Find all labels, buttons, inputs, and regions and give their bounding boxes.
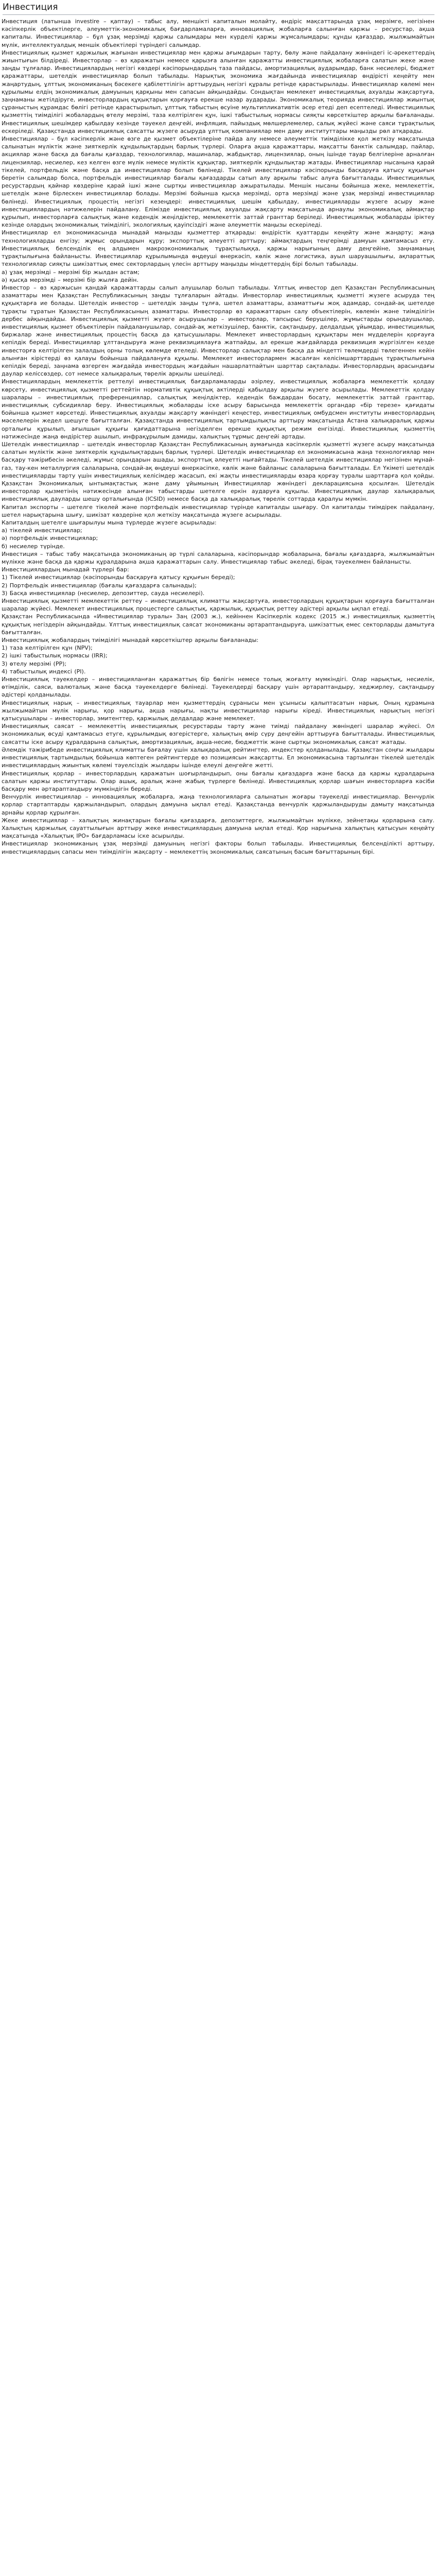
paragraph: Венчурлік инвестициялар – инновациялық жобаларға, жаңа технологияларға салынатын жоғары тәуекелді инвестициялар. Венчурлік қорлар стартаптарды қаржыландырып, олардың дамуына ықпал етеді. Қазақстанда венчурлік қаржыландыруды дамыту мақсатында арнайы қорлар құрылған. <box>2 793 434 816</box>
paragraph: Инвестициялық қызмет қаржылық жағынан инвестициялар мен қаржы ағымдарын тарту, бөлу және пайдалану жөніндегі іс-әрекеттердің жиынтығын білдіреді. Инвесторлар – өз қаражатын немесе қарызға алынған қаражатты инвестициялық жобаларға салатын жеке және заңды тұлғалар. Инвестициялардың негізгі көздері кәсіпорындардың таза пайдасы, амортизациялық аударымдар, банк несиелері, бюджет қаражаттары, шетелдік инвестициялар болып табылады. Нарықтық экономика жағдайында инвестициялар өндірісті кеңейту мен жаңартудың, ұлттық экономиканың бәсекеге қабілеттілігін арттырудың негізгі құралы ретінде қарастырылады. Инвестициялар көлемі мен құрылымы елдің экономикалық дамуының қарқыны мен сапасын айқындайды. Сондықтан мемлекет инвестициялық ахуалды жақсартуға, заңнаманы жетілдіруге, инвесторлардың құқықтарын қорғауға ерекше назар аударады. Экономикалық теорияда инвестициялар жиынтық сұраныстың құрамдас бөлігі ретінде қарастырылып, ұлттық табыстың өсуіне мультипликативтік әсер етеді деп есептеледі. Инвестициялық қызметтің тиімділігі жобалардың өтелу мерзімі, таза келтірілген құн, ішкі табыстылық нормасы сияқты көрсеткіштер арқылы бағаланады. Инвестициялық шешімдер қабылдау кезінде тәуекел деңгейі, инфляция, пайыздық мөлшерлемелер, салық жүйесі және саяси тұрақтылық ескеріледі. Қазақстанда инвестициялық саясатты жүзеге асыруда ұлттық компаниялар мен даму институттары маңызды рөл атқарады. <box>2 49 434 134</box>
paragraph: Инвестор – өз қаржысын қандай қаражаттарды салып алушылар болып табылады. Ұлттық инвестор деп Қазақстан Республикасының азаматтары мен Қазақстан Республикасының заңды тұлғаларын айтады. Инвесторлар инвестициялық қызметті жүзеге асыруда тең құқықтарға ие болады. Шетелдік инвестор – шетелдік заңды тұлға, шетел азаматтары, азаматтығы жоқ адамдар, сондай-ақ шетелде тұрақты тұратын Қазақстан Республикасының азаматтары. Инвесторлар өз қаражаттарын салу объектілерін, көлемін және тиімділігін дербес айқындайды. Инвестициялық қызметті жүзеге асырушылар – инвесторлар, тапсырыс берушілер, жұмыстарды орындаушылар, инвестициялық қызмет объектілерін пайдаланушылар, сондай-ақ жеткізушілер, банктік, сақтандыру, делдалдық ұйымдар, инвестициялық биржалар және инвестициялық процестің басқа да қатысушылары. Мемлекет инвесторлардың құқықтары мен мүдделерін қорғауға кепілдік береді. Инвестициялар ұлттандыруға және реквизициялауға жатпайды, ал ерекше жағдайларда реквизиция жүргізілген кезде инвесторға келтірілген залалдың орны толық көлемде өтеледі. Инвесторлар салықтар мен басқа да міндетті төлемдерді төлегеннен кейін алынған кірістерді өз қалауы бойынша пайдалануға құқылы. Мемлекет инвесторлармен жасалған келісімшарттардың тұрақтылығына кепілдік береді, заңнама өзгерген жағдайда инвестордың жағдайын нашарлатпайтын шарттар сақталады. Инвесторлардың арасындағы даулар келіссөздер, сот немесе халықаралық төрелік арқылы шешіледі. <box>2 284 434 378</box>
paragraph: б) несиелер түрінде. <box>2 543 65 550</box>
paragraph: 4) табыстылық индексі (PI). <box>2 668 86 675</box>
page-title: Инвестиция <box>3 2 434 15</box>
paragraph: 3) өтелу мерзімі (PP); <box>2 660 67 667</box>
paragraph: Инвестициялық тәуекелдер – инвестицияланған қаражаттың бір бөлігін немесе толық жоғалту мүмкіндігі. Олар нарықтық, несиелік, өтімділік, саяси, валюталық және басқа тәуекелдерге бөлінеді. Тәуекелдерді басқару үшін әртараптандыру, хеджирлеу, сақтандыру әдістері қолданылады. <box>2 676 434 699</box>
paragraph: Инвестициялық саясат – мемлекеттің инвестициялық ресурстарды тарту және тиімді пайдалану жөніндегі шаралар жүйесі. Ол экономикалық өсуді қамтамасыз етуге, құрылымдық өзгерістерге, халықтың өмір сүру деңгейін арттыруға бағытталады. Инвестициялық саясатты іске асыру құралдарына салықтық, амортизациялық, ақша-несие, бюджеттік және сыртқы экономикалық саясат жатады. <box>2 723 434 745</box>
paragraph: а) ұзақ мерзімді – мерзімі бір жылдан астам; <box>2 268 139 276</box>
paragraph: 1) таза келтірілген құн (NPV); <box>2 645 93 652</box>
paragraph: Инвестиция (латынша investire – қаптау) – табыс алу, меншікті капиталын молайту, өндіріс мақсаттарында ұзақ мерзімге, негізінен кәсіпкерлік объектілерге, әлеуметтік-экономикалық бағдарламаларға, инновациялық жобаларға салынған қаржы – ресурстар, ақша капиталы. Инвестициялар – бұл ұзақ мерзімді қаржы салымдары мен күрделі қаржы жұмсалымдары; құнды қағаздар, жылжымайтын мүлік, интеллектуалдық меншік объектілері түріндегі салымдар. <box>2 18 434 48</box>
paragraph: Инвестициялар – бұл кәсіпкерлік және өзге де қызмет объектілеріне пайда алу немесе әлеуметтік тиімділікке қол жеткізу мақсатында салынатын мүліктік және зияткерлік құндылықтардың барлық түрлері. Оларға ақша қаражаттары, мақсатты банктік салымдар, пайлар, акциялар және басқа да бағалы қағаздар, технологиялар, машиналар, жабдықтар, лицензиялар, оның ішінде тауар белгілеріне арналған лицензиялар, несиелер, кез келген өзге мүлік немесе мүліктік құқықтар, зияткерлік құндылықтар жатады. Инвестициялар нысанына қарай тікелей, портфельдік және басқа да инвестициялар болып бөлінеді. Тікелей инвестициялар кәсіпорынды басқаруға қатысу құқығын беретін салымдар болса, портфельдік инвестициялар бағалы қағаздарды сатып алу арқылы табыс алуға бағытталады. Инвестициялық ресурстардың қайнар көздеріне қарай ішкі және сыртқы инвестициялар ажыратылады. Меншік нысаны бойынша жеке, мемлекеттік, шетелдік және бірлескен инвестициялар болады. Мерзімі бойынша қысқа мерзімді, орта мерзімді және ұзақ мерзімді инвестициялар бөлінеді. Инвестициялық процестің негізгі кезеңдері: инвестициялық шешім қабылдау, инвестицияларды жүзеге асыру және инвестициялардың нәтижелерін пайдалану. Елімізде инвестициялық ахуалды жақсарту мақсатында арнаулы экономикалық аймақтар құрылып, инвесторларға салықтық және кедендік жеңілдіктер, мемлекеттік заттай гранттар беріледі. Инвестициялық жобаларды іріктеу кезінде олардың экономикалық тиімділігі, экологиялық қауіпсіздігі және әлеуметтік маңызы ескеріледі. <box>2 135 434 229</box>
paragraph: Инвестициялардың мемлекеттік реттелуі инвестициялық бағдарламаларды әзірлеу, инвестициялық жобаларға мемлекеттік қолдау көрсету, инвестициялық қызметті реттейтін нормативтік құқықтық актілерді қабылдау арқылы жүзеге асырылады. Мемлекеттік қолдау шаралары – инвестициялық преференциялар, салықтық жеңілдіктер, кедендік баждардан босату, мемлекеттік заттай гранттар, инвестициялық субсидиялар беру. Инвестициялық жобаларды іске асыру барысында мемлекеттік органдар «бір терезе» қағидаты бойынша қызмет көрсетеді. Инвестициялық ахуалды жақсарту жөніндегі кеңестер, инвестициялық омбудсмен институты инвесторлардың мәселелерін жедел шешуге бағытталған. Қазақстанда инвестициялық тартымдылықты арттыру мақсатында Астана халықаралық қаржы орталығы құрылып, ағылшын құқығы қағидаттарына негізделген ерекше құқықтық режим енгізілді. Инвестициялық қызметтің нәтижесінде жаңа өндірістер ашылып, инфрақұрылым дамиды, халықтың тұрмыс деңгейі артады. <box>2 378 434 440</box>
paragraph: 2) Портфельдік инвестициялар (бағалы қағаздарға салынады); <box>2 582 197 589</box>
paragraph: Капитал экспорты – шетелге тікелей және портфельдік инвестициялар түрінде капиталды шығару. Ол капиталды тиімдірек пайдалану, шетел нарықтарына шығу, шикізат көздеріне қол жеткізу мақсатында жүзеге асырылады. <box>2 503 434 518</box>
paragraph: 1) Тікелей инвестициялар (кәсіпорынды басқаруға қатысу құқығын береді); <box>2 574 235 581</box>
paragraph: 3) Басқа инвестициялар (несиелер, депозиттер, сауда несиелері). <box>2 589 205 597</box>
paragraph: Инвестициялық нарық – инвестициялық тауарлар мен қызметтердің сұранысы мен ұсынысы қалыптасатын нарық. Оның құрамына жылжымайтын мүлік нарығы, қор нарығы, ақша нарығы, нақты инвестициялар нарығы кіреді. Инвестициялық нарықтың негізгі қатысушылары – инвесторлар, эмитенттер, қаржылық делдалдар және мемлекет. <box>2 699 434 722</box>
paragraph: Инвестициялар ел экономикасында мынадай маңызды қызметтер атқарады: өндірістік қуаттарды кеңейту және жаңарту; жаңа технологияларды енгізу; жұмыс орындарын құру; экспорттық әлеуетті арттыру; аймақтардың теңгерімді дамуын қамтамасыз ету. Инвестициялық белсенділік ең алдымен макроэкономикалық тұрақтылыққа, қаржы нарығының даму деңгейіне, заңнаманың тұрақтылығына байланысты. Инвестициялар құрылымында өңдеуші өнеркәсіп, көлік және логистика, ауыл шаруашылығы, ақпараттық технологиялар сияқты шикізаттық емес секторлардың үлесін арттыру маңызды міндеттердің бірі болып табылады. <box>2 229 434 268</box>
paragraph: ә) портфельдік инвестициялар; <box>2 535 98 542</box>
paragraph: Инвестиция – табыс табу мақсатында экономиканың әр түрлі салаларына, кәсіпорындар жобаларына, бағалы қағаздарға, жылжымайтын мүлікке және басқа да қаржы құралдарына ақша қаражаттарын салу. Инвестициялар табыс әкеледі, бірақ тәуекелмен байланысты. <box>2 550 434 566</box>
paragraph: Әлемдік тәжірибеде инвестициялық климатты бағалау үшін халықаралық рейтингтер, индекстер қолданылады. Қазақстан соңғы жылдары инвестициялық тартымдылық бойынша көптеген рейтингтерде өз позициясын жақсартты. Ел экономикасына тартылған тікелей шетелдік инвестициялардың жиынтық көлемі тәуелсіздік жылдары ішінде елеулі деңгейге жетті. <box>2 746 434 769</box>
paragraph: Инвестициялар экономиканың ұзақ мерзімді дамуының негізгі факторы болып табылады. Инвестициялық белсенділікті арттыру, инвестициялардың сапасы мен тиімділігін жақсарту – мемлекеттің экономикалық саясатының басым бағыттарының бірі. <box>2 840 434 855</box>
paragraph: Инвестициялық қорлар – инвесторлардың қаражатын шоғырландырып, оны бағалы қағаздарға және басқа да қаржы құралдарына салатын қаржы институттары. Олар ашық, аралық және жабық түрлерге бөлінеді. Инвестициялық қорлар шағын инвесторларға кәсіби басқару мен әртараптандыру мүмкіндігін береді. <box>2 770 434 792</box>
paragraph: Шетелдік инвестициялар – шетелдік инвесторлар Қазақстан Республикасының аумағында кәсіпкерлік қызметті жүзеге асыру мақсатында салатын мүліктік және зияткерлік құндылықтардың барлық түрлері. Шетелдік инвестициялар ел экономикасына жаңа технологиялар мен басқару тәжірибесін әкеледі, жұмыс орындарын ашады, экспорттық әлеуетті нығайтады. Тікелей шетелдік инвестициялар негізінен мұнай-газ, тау-кен металлургия салаларына, сондай-ақ өңдеуші өнеркәсіпке, көлік және байланыс салаларына бағытталады. Ел Үкіметі шетелдік инвестицияларды тарту үшін инвестициялық келісімдер жасасып, екі жақты инвестицияларды өзара қорғау туралы шарттарға қол қойды. Қазақстан Экономикалық ынтымақтастық және даму ұйымының Инвестициялар жөніндегі декларациясына қосылған. Шетелдік инвесторлар қызметінің нәтижесінде алынған табыстарды шетелге еркін аударуға құқылы. Инвестициялық даулар халықаралық инвестициялық дауларды шешу орталығында (ICSID) немесе басқа да халықаралық төрелік соттарда қаралуы мүмкін. <box>2 440 434 503</box>
paragraph: 2) ішкі табыстылық нормасы (IRR); <box>2 652 108 659</box>
paragraph: Жеке инвестициялар – халықтың жинақтарын бағалы қағаздарға, депозиттерге, жылжымайтын мүлікке, зейнетақы қорларына салу. Халықтың қаржылық сауаттылығын арттыру жеке инвестициялардың дамуына ықпал етеді. Қор нарығына халықтың қатысуын кеңейту мақсатында «Халықтық IPO» бағдарламасы іске асырылды. <box>2 817 434 840</box>
paragraph: Инвестициялардың мынадай түрлері бар: <box>2 566 129 573</box>
paragraph: Инвестициялық жобалардың тиімділігі мынадай көрсеткіштер арқылы бағаланады: <box>2 637 258 644</box>
paragraph: а) тікелей инвестициялар; <box>2 527 82 534</box>
paragraph: Инвестициялық қызметті мемлекеттік реттеу – инвестициялық климатты жақсартуға, инвесторлардың құқықтарын қорғауға бағытталған шаралар жүйесі. Мемлекет инвестициялық процестерге салықтық, қаржылық, құқықтық реттеу әдістері арқылы ықпал етеді. <box>2 598 434 613</box>
article-body <box>2 18 434 856</box>
paragraph: ә) қысқа мерзімді – мерзімі бір жылға дейін. <box>2 276 138 283</box>
paragraph: Қазақстан Республикасында «Инвестициялар туралы» Заң (2003 ж.), кейіннен Кәсіпкерлік кодекс (2015 ж.) инвестициялық қызметтің құқықтық негіздерін айқындайды. Ұлттық инвестициялық саясат экономиканы әртараптандыруға, шикізаттық емес секторларды дамытуға бағытталған. <box>2 613 434 636</box>
paragraph: Капиталдың шетелге шығарылуы мына түрлерде жүзеге асырылады: <box>2 519 217 526</box>
page <box>0 2 436 856</box>
